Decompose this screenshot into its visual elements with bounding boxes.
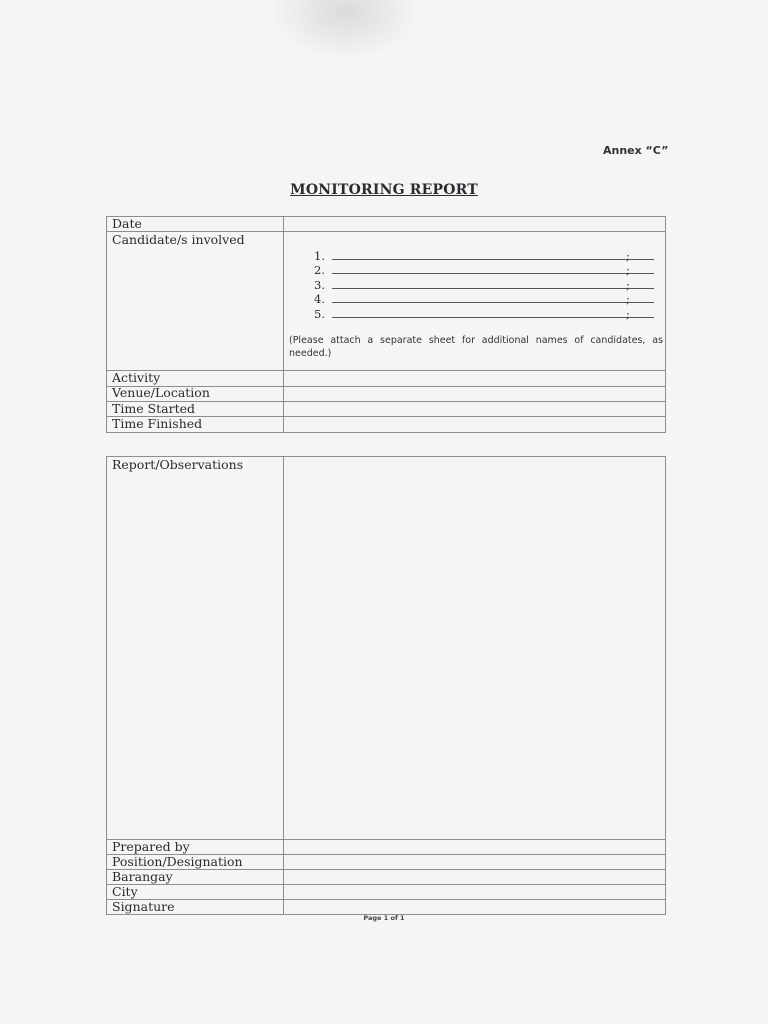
- candidate-end: ;: [626, 307, 630, 321]
- time-started-label: Time Started: [112, 401, 195, 416]
- report-table-divider: [283, 457, 284, 914]
- candidate-number: 3.: [314, 278, 325, 292]
- page-number: Page 1 of 1: [363, 914, 405, 922]
- candidate-number: 1.: [314, 249, 325, 263]
- venue-label: Venue/Location: [112, 385, 210, 400]
- date-label: Date: [112, 216, 142, 231]
- row-divider: [107, 869, 665, 870]
- prepared-by-label: Prepared by: [112, 839, 190, 854]
- candidate-field[interactable]: [314, 249, 654, 263]
- row-divider: [107, 370, 665, 371]
- position-label: Position/Designation: [112, 854, 243, 869]
- candidate-end: ;: [626, 292, 630, 306]
- candidate-field[interactable]: [314, 307, 654, 321]
- candidate-end: ;: [626, 278, 630, 292]
- candidate-field[interactable]: [314, 292, 654, 306]
- city-label: City: [112, 884, 138, 899]
- candidate-line: [332, 273, 654, 274]
- row-divider: [107, 839, 665, 840]
- candidate-line: [332, 259, 654, 260]
- observations-label: Report/Observations: [112, 457, 244, 472]
- report-table: [106, 456, 666, 915]
- attachment-note: (Please attach a separate sheet for additional names of candidates, as needed.): [289, 335, 663, 359]
- info-table-divider: [283, 217, 284, 432]
- candidate-number: 4.: [314, 292, 325, 306]
- signature-label: Signature: [112, 899, 175, 914]
- candidate-end: ;: [626, 263, 630, 277]
- candidate-end: ;: [626, 249, 630, 263]
- candidate-line: [332, 288, 654, 289]
- activity-label: Activity: [112, 370, 161, 385]
- time-finished-label: Time Finished: [112, 416, 203, 431]
- barangay-label: Barangay: [112, 869, 173, 884]
- candidate-number: 2.: [314, 263, 325, 277]
- candidate-line: [332, 317, 654, 318]
- candidate-field[interactable]: [314, 263, 654, 277]
- info-table: [106, 216, 666, 433]
- annex-label: Annex “C”: [603, 144, 669, 157]
- candidate-field[interactable]: [314, 278, 654, 292]
- row-divider: [107, 884, 665, 885]
- candidates-label: Candidate/s involved: [112, 232, 245, 247]
- candidate-line: [332, 302, 654, 303]
- scan-smudge: [270, 0, 420, 60]
- page-title: MONITORING REPORT: [290, 182, 478, 198]
- candidate-number: 5.: [314, 307, 325, 321]
- row-divider: [107, 899, 665, 900]
